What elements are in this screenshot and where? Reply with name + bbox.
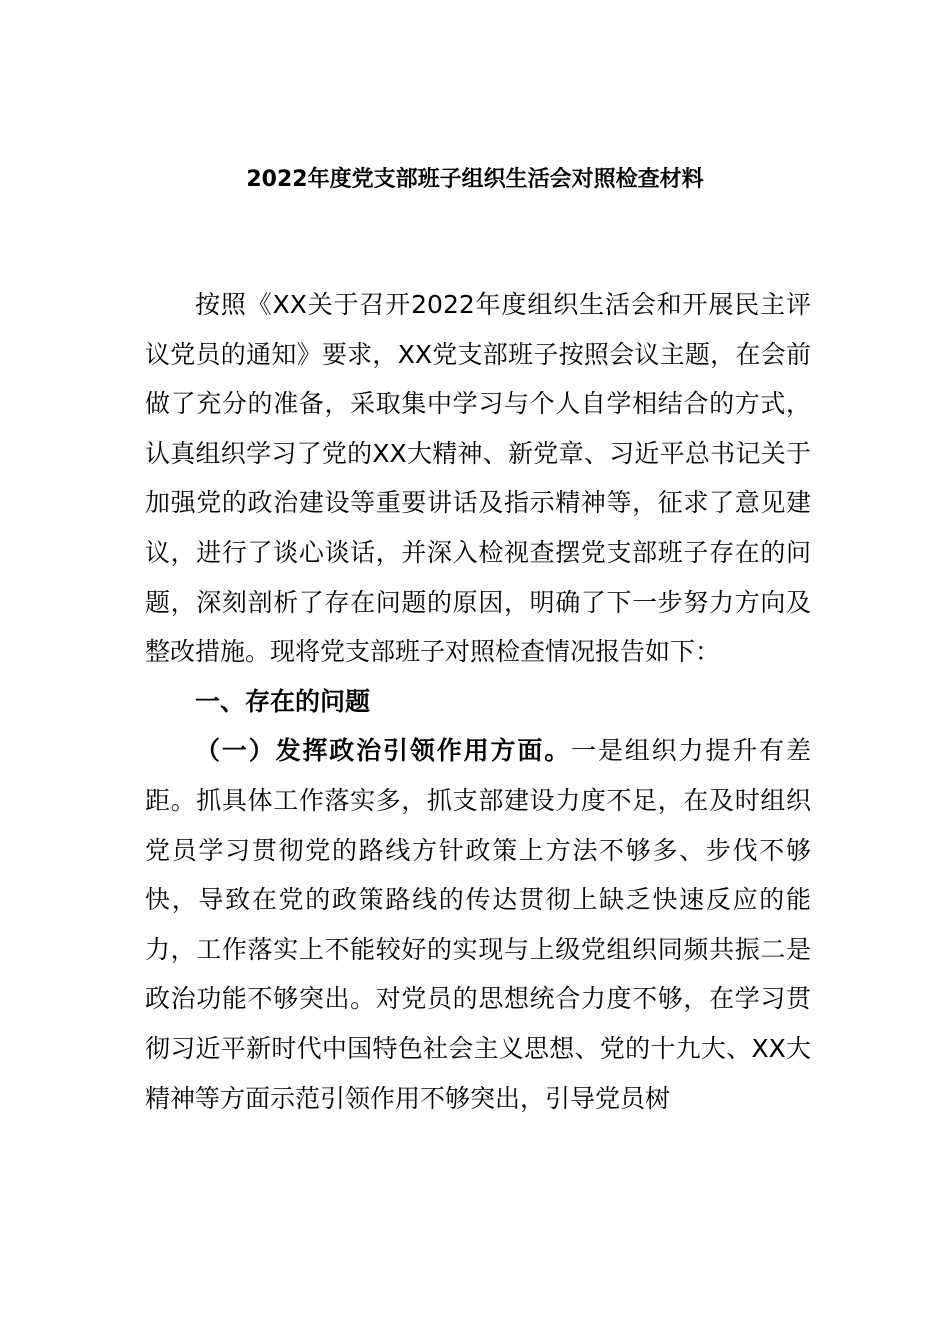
- document-title: 2022年度党支部班子组织生活会对照检查材料: [246, 167, 704, 192]
- subsection-lead: （一）发挥政治引领作用方面。: [195, 736, 572, 766]
- intro-paragraph: 按照《XX关于召开2022年度组织生活会和开展民主评议党员的通知》要求，XX党支部班子按照会议主题，在会前做了充分的准备，采取集中学习与个人自学相结合的方式，认真组织学习了党的XX大精神、新党章、习近平总书记关于加强党的政治建设等重要讲话及指示精神等，征求了意见建议，进行了谈心谈话，并深入检视查摆党支部班子存在的问题，深刻剖析了存在问题的原因，明确了下一步努力方向及整改措施。现将党支部班子对照检查情况报告如下：: [145, 290, 811, 667]
- document-body: [145, 280, 811, 1123]
- subsection-paragraph: [145, 726, 811, 1123]
- section-heading: 一、存在的问题: [195, 686, 371, 716]
- subsection-text: 一是组织力提升有差距。抓具体工作落实多，抓支部建设力度不足，在及时组织党员学习贯彻党的路线方针政策上方法不够多、步伐不够快，导致在党的政策路线的传达贯彻上缺乏快速反应的能力，工作落实上不能较好的实现与上级党组织同频共振二是政治功能不够突出。对党员的思想统合力度不够，在学习贯彻习近平新时代中国特色社会主义思想、党的十九大、XX大精神等方面示范引领作用不够突出，引导党员树: [145, 736, 811, 1113]
